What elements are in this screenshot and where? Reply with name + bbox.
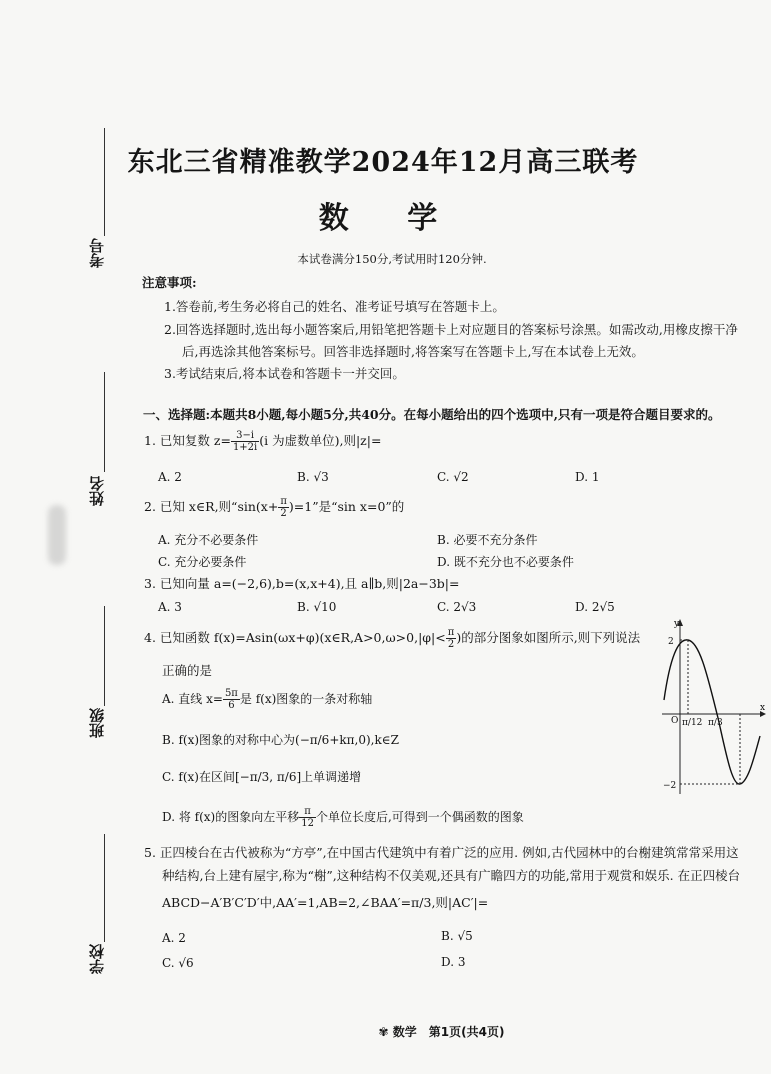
q1-frac-num: 3−i xyxy=(231,430,259,442)
side-label-name: 姓名 xyxy=(88,476,106,506)
sine-curve xyxy=(664,640,760,784)
q4-opt-d-num: π xyxy=(299,806,316,818)
q4-option-c: C. f(x)在区间[−π/3, π/6]上单调递增 xyxy=(162,770,362,784)
graph-x-tick-1: π/12 xyxy=(682,718,703,728)
q1-option-b: B. √3 xyxy=(297,470,329,484)
name-line xyxy=(104,372,105,472)
q2-option-c: C. 充分必要条件 xyxy=(158,555,247,569)
graph-x-label: x xyxy=(760,703,766,713)
side-label-school: 学校 xyxy=(88,944,106,974)
q1-frac-den: 1+2i xyxy=(232,442,258,453)
q3-option-b: B. √10 xyxy=(297,600,337,614)
q4-option-a xyxy=(162,688,372,711)
exam-note: 本试卷满分150分,考试用时120分钟. xyxy=(297,252,487,266)
q2-option-d: D. 既不充分也不必要条件 xyxy=(437,555,574,569)
q4-opt-d-text-a: D. 将 f(x)的图象向左平移 xyxy=(162,810,300,824)
school-line xyxy=(104,834,105,942)
side-label-exam-no: 考号 xyxy=(88,238,106,268)
q1-option-c: C. √2 xyxy=(437,470,469,484)
q4-opt-a-text-b: 是 f(x)图象的一条对称轴 xyxy=(239,692,373,706)
q1-stem-b: (i 为虚数单位),则|z|= xyxy=(259,433,382,448)
question-4 xyxy=(144,627,640,650)
q1-stem-a: 1. 已知复数 z= xyxy=(144,433,231,448)
q3-option-a: A. 3 xyxy=(158,600,182,614)
q4-opt-d-fraction xyxy=(299,806,316,829)
graph-tick-max: 2 xyxy=(668,637,674,647)
sine-graph xyxy=(660,618,768,796)
q5-option-b: B. √5 xyxy=(441,929,473,943)
question-5-line-3: ABCD−A′B′C′D′中,AA′=1,AB=2,∠BAA′=π/3,则|AC′|= xyxy=(162,895,489,910)
notice-item-1: 1.答卷前,考生务必将自己的姓名、准考证号填写在答题卡上。 xyxy=(164,299,505,314)
question-3: 3. 已知向量 a=(−2,6),b=(x,x+4),且 a∥b,则|2a−3b|= xyxy=(144,576,460,591)
notice-item-2-cont: 后,再选涂其他答案标号。回答非选择题时,将答案写在答题卡上,写在本试卷上无效。 xyxy=(182,344,644,359)
q4-option-d xyxy=(162,806,524,829)
subject-title: 数 学 xyxy=(318,201,462,236)
class-line xyxy=(104,606,105,706)
q2-fraction xyxy=(278,496,289,519)
q1-option-a: A. 2 xyxy=(158,470,182,484)
section-heading: 一、选择题:本题共8小题,每小题5分,共40分。在每小题给出的四个选项中,只有一项是符合题目要求的。 xyxy=(143,407,721,422)
q4-stem-c: 正确的是 xyxy=(162,663,213,678)
footer-logo-icon: ✾ xyxy=(378,1025,393,1039)
q2-frac-num: π xyxy=(280,496,287,507)
q3-option-c: C. 2√3 xyxy=(437,600,477,614)
question-2 xyxy=(144,496,404,519)
q4-frac-num: π xyxy=(447,627,455,638)
notice-item-2: 2.回答选择题时,选出每小题答案后,用铅笔把答题卡上对应题目的答案标号涂黑。如需改动,用橡皮擦干净 xyxy=(164,322,738,337)
question-5-line-2: 种结构,台上建有屋宇,称为“榭”,这种结构不仅美观,还具有广瞻四方的功能,常用于观赏和娱乐. 在正四棱台 xyxy=(162,868,741,883)
q2-option-b: B. 必要不充分条件 xyxy=(437,533,538,547)
exam-title: 东北三省精准教学2024年12月高三联考 xyxy=(127,147,639,178)
notice-heading: 注意事项: xyxy=(142,275,197,290)
q3-option-d: D. 2√5 xyxy=(575,600,615,614)
scan-smudge xyxy=(48,505,66,565)
graph-y-label: y xyxy=(674,619,680,629)
q4-opt-a-text-a: A. 直线 x= xyxy=(162,692,223,706)
q1-option-d: D. 1 xyxy=(575,470,600,484)
q5-option-a: A. 2 xyxy=(162,931,186,945)
q4-option-b: B. f(x)图象的对称中心为(−π/6+kπ,0),k∈Z xyxy=(162,733,399,747)
question-5-line-1: 5. 正四棱台在古代被称为“方亭”,在中国古代建筑中有着广泛的应用. 例如,古代园林中的台榭建筑常常采用这 xyxy=(144,845,739,860)
q4-opt-a-den: 6 xyxy=(228,700,235,711)
q2-frac-den: 2 xyxy=(280,508,287,519)
q4-fraction xyxy=(446,627,457,650)
footer-text: 数学 第1页(共4页) xyxy=(392,1025,505,1039)
page-footer xyxy=(56,1023,771,1040)
q4-opt-d-text-b: 个单位长度后,可得到一个偶函数的图象 xyxy=(315,810,524,824)
q2-option-a: A. 充分不必要条件 xyxy=(158,533,259,547)
q5-option-d: D. 3 xyxy=(441,955,466,969)
q2-stem-b: )=1”是“sin x=0”的 xyxy=(288,499,405,514)
graph-tick-min: −2 xyxy=(663,781,677,791)
notice-item-3: 3.考试结束后,将本试卷和答题卡一并交回。 xyxy=(164,366,405,381)
q4-opt-a-num: 5π xyxy=(224,688,238,699)
q4-stem-a: 4. 已知函数 f(x)=Asin(ωx+φ)(x∈R,A>0,ω>0,|φ|< xyxy=(144,630,446,645)
question-1 xyxy=(144,430,381,453)
q4-frac-den: 2 xyxy=(447,639,455,650)
side-label-class: 班级 xyxy=(88,708,106,738)
q2-stem-a: 2. 已知 x∈R,则“sin(x+ xyxy=(144,499,279,514)
q4-opt-a-fraction xyxy=(223,688,240,711)
q1-fraction xyxy=(231,430,259,453)
q5-option-c: C. √6 xyxy=(162,956,194,970)
graph-x-tick-2: π/3 xyxy=(708,718,723,728)
q4-stem-b: )的部分图象如图所示,则下列说法 xyxy=(456,630,641,645)
q4-opt-d-den: 12 xyxy=(301,818,314,829)
graph-origin: O xyxy=(671,716,679,726)
